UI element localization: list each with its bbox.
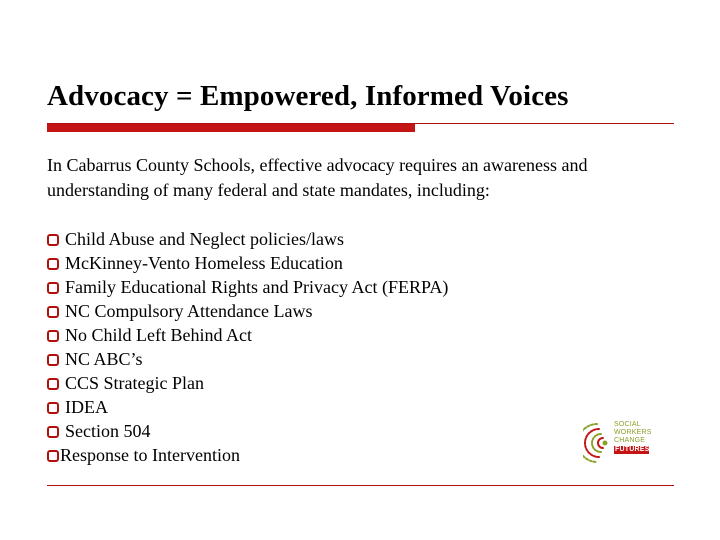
list-item — [47, 299, 567, 323]
list-item — [47, 395, 567, 419]
footer-divider — [47, 485, 674, 486]
list-item — [47, 419, 567, 443]
list-item-label: Child Abuse and Neglect policies/laws — [65, 229, 344, 249]
list-item-label: Family Educational Rights and Privacy Act (FERPA) — [65, 277, 449, 297]
intro-paragraph — [47, 153, 687, 203]
intro-line-1: In Cabarrus County Schools, effective advocacy requires an awareness and — [47, 155, 588, 175]
checkbox-bullet-icon — [47, 234, 59, 246]
list-item — [47, 371, 567, 395]
checkbox-bullet-icon — [47, 450, 59, 462]
checkbox-bullet-icon — [47, 426, 59, 438]
checkbox-bullet-icon — [47, 330, 59, 342]
logo-line-2: WORKERS — [614, 429, 652, 436]
checkbox-bullet-icon — [47, 378, 59, 390]
list-item-label: Section 504 — [65, 421, 151, 441]
logo-wordmark — [614, 421, 654, 454]
mandates-list — [47, 227, 567, 467]
checkbox-bullet-icon — [47, 402, 59, 414]
logo-line-4: FUTURES — [615, 446, 650, 453]
list-item-label: NC ABC’s — [65, 349, 143, 369]
title-divider-accent — [47, 124, 415, 132]
list-item-label: IDEA — [65, 397, 108, 417]
list-item — [47, 443, 567, 467]
list-item — [47, 251, 567, 275]
slide-title: Advocacy = Empowered, Informed Voices — [47, 80, 569, 112]
list-item-label: No Child Left Behind Act — [65, 325, 252, 345]
logo-line-1: SOCIAL — [614, 421, 641, 428]
social-workers-change-futures-logo — [583, 418, 653, 468]
list-item-label: McKinney-Vento Homeless Education — [65, 253, 343, 273]
intro-line-2: understanding of many federal and state mandates, including: — [47, 180, 490, 200]
checkbox-bullet-icon — [47, 258, 59, 270]
checkbox-bullet-icon — [47, 282, 59, 294]
list-item — [47, 323, 567, 347]
list-item — [47, 275, 567, 299]
list-item-label: CCS Strategic Plan — [65, 373, 204, 393]
checkbox-bullet-icon — [47, 354, 59, 366]
checkbox-bullet-icon — [47, 306, 59, 318]
logo-line-3: CHANGE — [614, 437, 646, 444]
list-item-label: Response to Intervention — [60, 445, 240, 465]
list-item — [47, 347, 567, 371]
list-item — [47, 227, 567, 251]
logo-mark-icon — [583, 420, 611, 466]
list-item-label: NC Compulsory Attendance Laws — [65, 301, 313, 321]
